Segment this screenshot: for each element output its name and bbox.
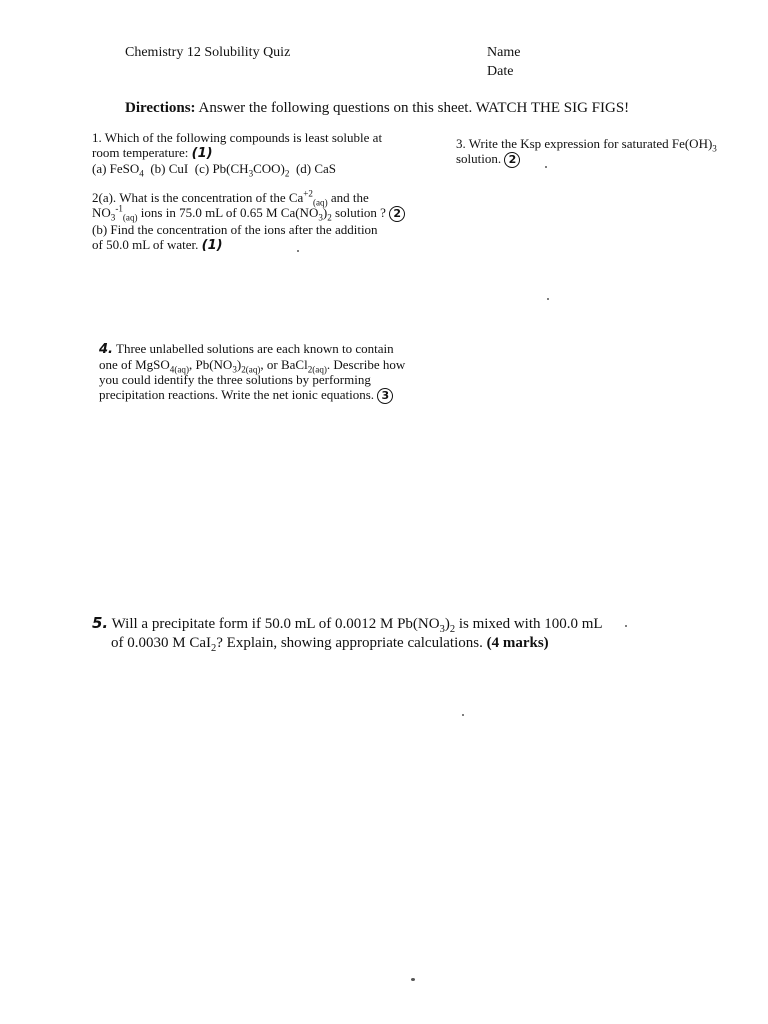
q3-line2: solution. 2	[456, 151, 756, 168]
q3-marks: 2	[504, 152, 520, 168]
date-label: Date	[487, 64, 514, 79]
question-5	[92, 614, 652, 653]
q4-marks: 3	[377, 388, 393, 404]
q2-line2: $NO_3^{-1}_{(aq)}$ ions in 75.0 mL of 0.65 M $Ca(NO_3)_2$ solution ? 2	[92, 205, 402, 222]
question-4	[99, 341, 406, 404]
q1-choices	[92, 161, 412, 179]
q5-line1: 5. Will a precipitate form if 50.0 mL of 0.0012 M $Pb(NO_3)_2$ is mixed with 100.0 mL	[92, 614, 603, 635]
question-2	[92, 190, 402, 253]
q1-choice-b: (b) CuI	[150, 161, 189, 176]
q1-line2: room temperature: (1)	[92, 145, 213, 161]
q2-line3: (b) Find the concentration of the ions after the addition	[92, 222, 378, 237]
q4-line1: 4. Three unlabelled solutions are each known to contain	[99, 341, 394, 357]
q2a-marks: 2	[389, 206, 405, 222]
scan-speck	[411, 978, 415, 981]
q1-choice-c: (c) $Pb(CH_3COO)_2$	[194, 161, 290, 179]
scan-speck	[462, 714, 464, 716]
q5-line2: of 0.0030 M CaI$_2$? Explain, showing appropriate calculations. (4 marks)	[111, 635, 549, 654]
q2-line4: of 50.0 mL of water. (1)	[92, 237, 223, 253]
q1-choice-d: (d) CaS	[295, 161, 337, 176]
question-3	[456, 136, 756, 168]
question-1	[92, 130, 412, 179]
directions-label: Directions:	[125, 100, 196, 116]
q4-line2: one of MgSO$_{4(aq)}$, $Pb(NO_3)_{2(aq)}$, or BaCl$_{2(aq)}$. Describe how	[99, 357, 406, 375]
q4-number: 4.	[99, 342, 113, 357]
q3-line1: 3. Write the Ksp expression for saturated $Fe(OH)_3$	[456, 136, 717, 154]
q5-number: 5.	[92, 614, 109, 632]
q2b-marks: (1)	[201, 238, 223, 253]
scan-speck	[545, 166, 547, 168]
q1-marks: (1)	[191, 146, 213, 161]
scan-speck	[547, 298, 549, 300]
quiz-title: Chemistry 12 Solubility Quiz	[125, 45, 291, 60]
q1-choice-a: (a) FeSO$_4$	[92, 161, 144, 179]
q2-line1: 2(a). What is the concentration of the $Ca^{+2}_{(aq)}$ and the	[92, 188, 369, 208]
q1-line1: 1. Which of the following compounds is least soluble at	[92, 130, 383, 145]
directions	[125, 100, 629, 117]
scan-speck	[297, 250, 299, 252]
q4-line3: you could identify the three solutions by performing	[99, 372, 371, 387]
directions-text: Answer the following questions on this sheet. WATCH THE SIG FIGS!	[198, 100, 630, 116]
name-label: Name	[487, 45, 521, 60]
scan-speck	[625, 625, 627, 627]
q5-marks: (4 marks)	[486, 635, 549, 651]
q4-line4: precipitation reactions. Write the net ionic equations. 3	[99, 387, 399, 404]
